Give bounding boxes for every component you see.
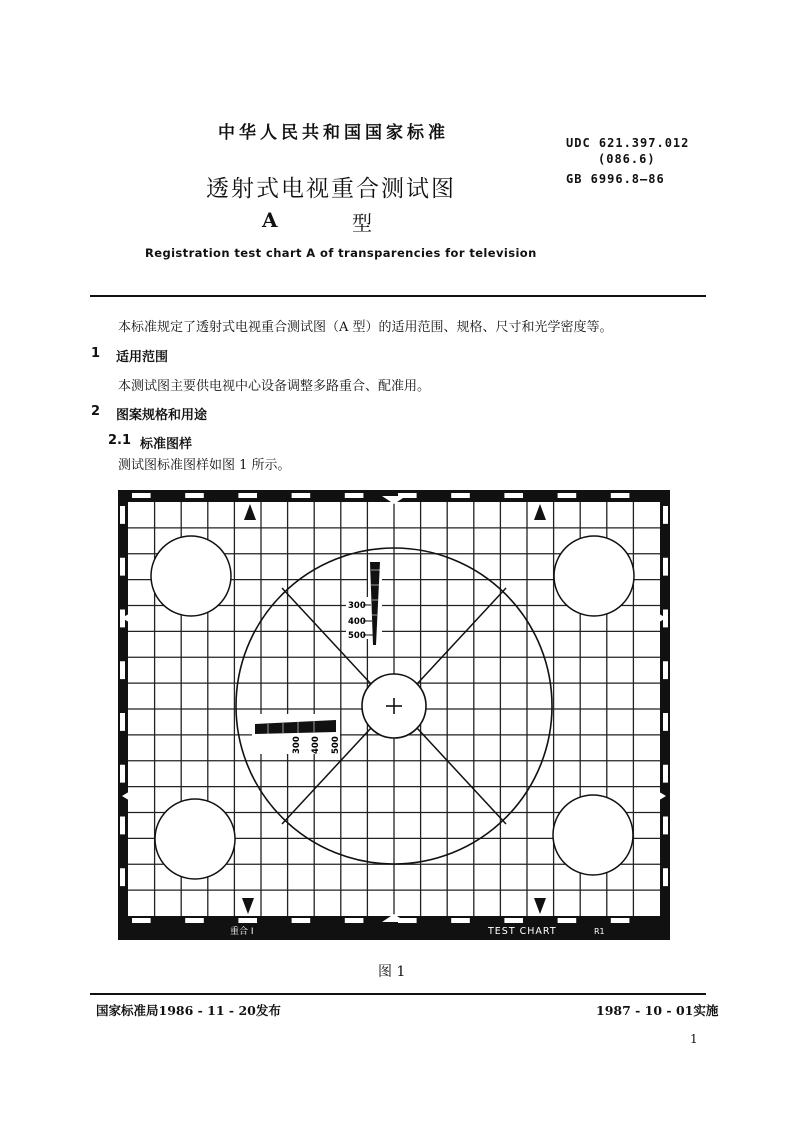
border-block — [238, 918, 257, 923]
border-block — [611, 493, 630, 498]
udc-code: UDC 621.397.012 — [566, 136, 690, 150]
wedge-label-400-rotated: 400 — [311, 736, 321, 754]
border-block — [663, 868, 668, 886]
border-block — [558, 918, 577, 923]
border-block — [132, 493, 151, 498]
border-label-test-chart: TEST CHART — [488, 926, 557, 937]
border-block — [558, 493, 577, 498]
border-block — [504, 918, 523, 923]
border-block — [611, 918, 630, 923]
footer-divider — [90, 993, 706, 995]
section-1-title: 适用范围 — [116, 350, 169, 365]
corner-circle-bottom-left — [155, 799, 235, 879]
border-block — [451, 918, 470, 923]
border-block — [120, 506, 125, 524]
border-block — [292, 918, 311, 923]
subtitle-type-letter: A — [262, 208, 278, 232]
registration-test-chart — [118, 490, 670, 940]
corner-circle-top-left — [151, 536, 231, 616]
udc-code-sub: (086.6) — [598, 152, 656, 166]
border-label-r1: R1 — [594, 927, 605, 936]
border-block — [120, 713, 125, 731]
border-block — [663, 558, 668, 576]
border-block — [185, 493, 204, 498]
section-2-1-text: 测试图标准图样如图 1 所示。 — [118, 458, 291, 473]
page-number: 1 — [690, 1032, 698, 1046]
border-block — [185, 918, 204, 923]
border-block — [663, 661, 668, 679]
border-block — [663, 713, 668, 731]
corner-circle-bottom-right — [553, 795, 633, 875]
english-title: Registration test chart A of transparencies for television — [145, 246, 537, 260]
implementation-date: 1987 - 10 - 01实施 — [596, 1003, 719, 1018]
section-2-1-title: 标准图样 — [140, 437, 193, 452]
wedge-label-500-rotated: 500 — [331, 736, 341, 754]
border-block — [451, 493, 470, 498]
corner-circle-top-right — [554, 536, 634, 616]
border-label-left: 重合 I — [230, 927, 254, 937]
border-block — [120, 868, 125, 886]
border-block — [120, 765, 125, 783]
border-block — [120, 817, 125, 835]
figure-caption: 图 1 — [378, 964, 406, 980]
section-2-1-number: 2.1 — [108, 433, 132, 448]
border-block — [238, 493, 257, 498]
border-block — [504, 493, 523, 498]
wedge-label-300: 300 — [348, 601, 366, 611]
issuing-country-standard: 中华人民共和国国家标准 — [218, 123, 449, 143]
border-block — [345, 493, 364, 498]
intro-paragraph: 本标准规定了透射式电视重合测试图（A 型）的适用范围、规格、尺寸和光学密度等。 — [118, 320, 613, 335]
section-1-number: 1 — [91, 346, 101, 361]
border-block — [663, 817, 668, 835]
border-block — [292, 493, 311, 498]
section-2-title: 图案规格和用途 — [116, 408, 208, 423]
wedge-label-500: 500 — [348, 631, 366, 641]
section-2-number: 2 — [91, 404, 101, 419]
wedge-label-400: 400 — [348, 617, 366, 627]
issue-date: 国家标准局1986 - 11 - 20发布 — [96, 1003, 281, 1018]
document-title: 透射式电视重合测试图 — [206, 176, 456, 202]
border-block — [120, 661, 125, 679]
subtitle-type-word: 型 — [352, 211, 372, 235]
header-divider — [90, 295, 706, 297]
border-block — [663, 765, 668, 783]
border-block — [132, 918, 151, 923]
wedge-label-300-rotated: 300 — [292, 736, 302, 754]
border-block — [345, 918, 364, 923]
border-block — [663, 506, 668, 524]
section-1-text: 本测试图主要供电视中心设备调整多路重合、配准用。 — [118, 379, 431, 394]
gb-code: GB 6996.8—86 — [566, 172, 665, 186]
border-block — [120, 558, 125, 576]
